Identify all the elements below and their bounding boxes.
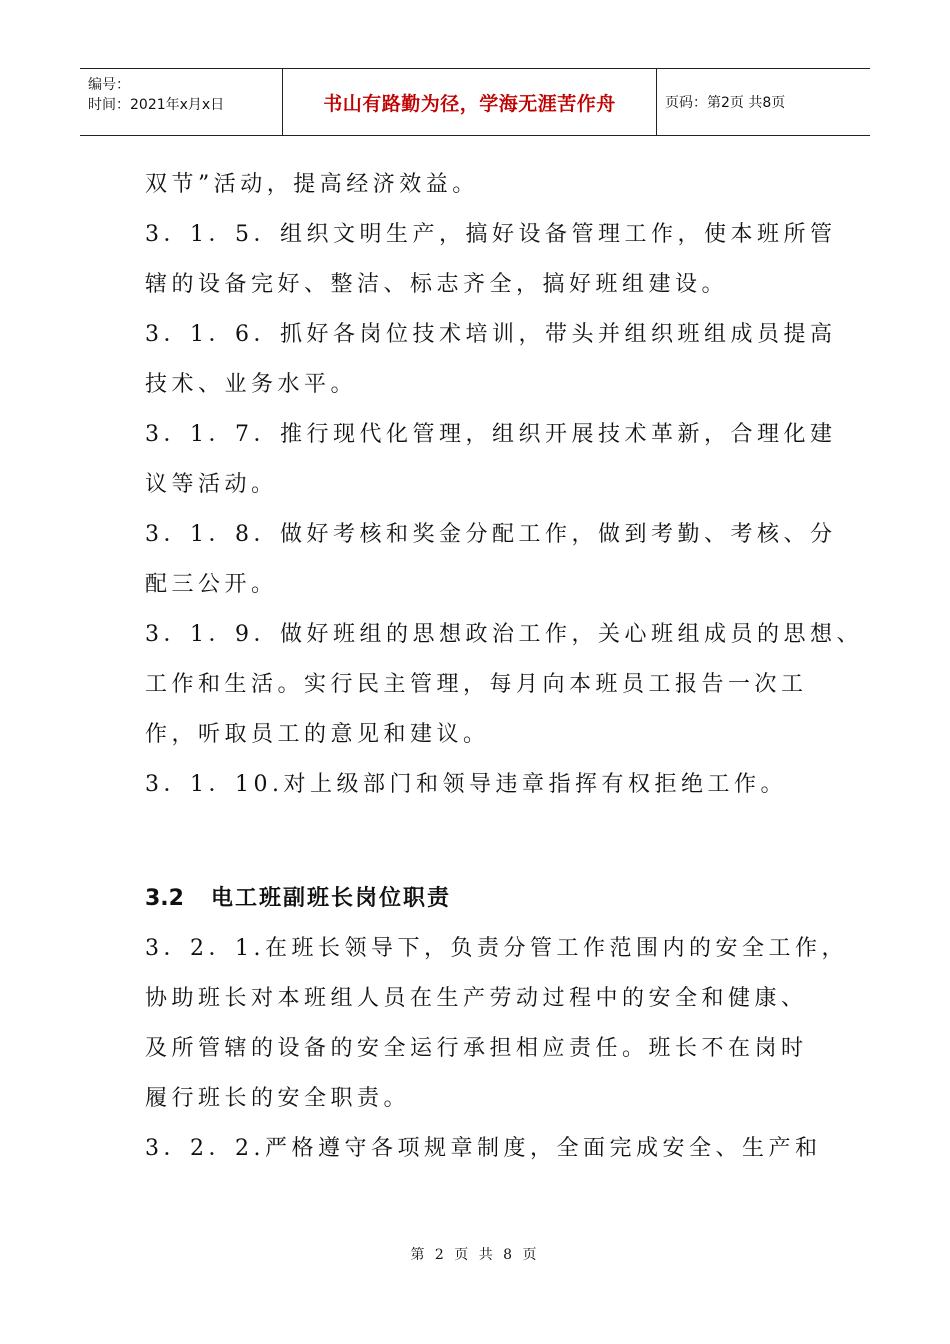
- header-page-info-cell: [657, 69, 870, 135]
- body-line: 3．1．8．做好考核和奖金分配工作，做到考勤、考核、分: [145, 522, 837, 547]
- body-line: 技术、业务水平。: [145, 372, 358, 397]
- section-spacer: [145, 810, 825, 874]
- page-footer: 第 2 页 共 8 页: [410, 1247, 540, 1263]
- body-line: 作，听取员工的意见和建议。: [145, 722, 490, 747]
- body-line: 3．1．6．抓好各岗位技术培训，带头并组织班组成员提高: [145, 322, 837, 347]
- body-line: 3．1．7．推行现代化管理，组织开展技术革新，合理化建: [145, 422, 837, 447]
- page-header: [80, 68, 870, 136]
- section-heading: [145, 874, 825, 924]
- header-motto: 书山有路勤为径，学海无涯苦作舟: [323, 92, 616, 115]
- header-motto-cell: [283, 69, 657, 135]
- body-line: 辖的设备完好、整洁、标志齐全，搞好班组建设。: [145, 272, 729, 297]
- header-meta: [80, 69, 283, 135]
- document-body: [145, 160, 863, 1174]
- body-line: 协助班长对本班组人员在生产劳动过程中的安全和健康、: [145, 986, 808, 1011]
- section-title: 电工班副班长岗位职责: [211, 886, 452, 911]
- body-line: 配三公开。: [145, 572, 278, 597]
- body-line: 3．2．2.严格遵守各项规章制度，全面完成安全、生产和: [145, 1136, 822, 1161]
- body-line: 及所管辖的设备的安全运行承担相应责任。班长不在岗时: [145, 1036, 808, 1061]
- body-line: 3．2．1.在班长领导下，负责分管工作范围内的安全工作，: [145, 936, 848, 961]
- body-line: 3．1．9．做好班组的思想政治工作，关心班组成员的思想、: [145, 622, 863, 647]
- header-page-info: 页码：第2页 共8页: [665, 95, 786, 111]
- body-line: 履行班长的安全职责。: [145, 1086, 411, 1111]
- document-number: 编号：: [88, 77, 130, 93]
- body-line: 议等活动。: [145, 472, 278, 497]
- document-date: 时间：2021年x月x日: [88, 97, 225, 113]
- body-line: 双节”活动，提高经济效益。: [145, 172, 479, 197]
- body-line: 工作和生活。实行民主管理，每月向本班员工报告一次工: [145, 672, 808, 697]
- body-line: 3．1．10.对上级部门和领导违章指挥有权拒绝工作。: [145, 772, 787, 797]
- body-line: 3．1．5．组织文明生产，搞好设备管理工作，使本班所管: [145, 222, 837, 247]
- section-number: 3.2: [145, 886, 184, 911]
